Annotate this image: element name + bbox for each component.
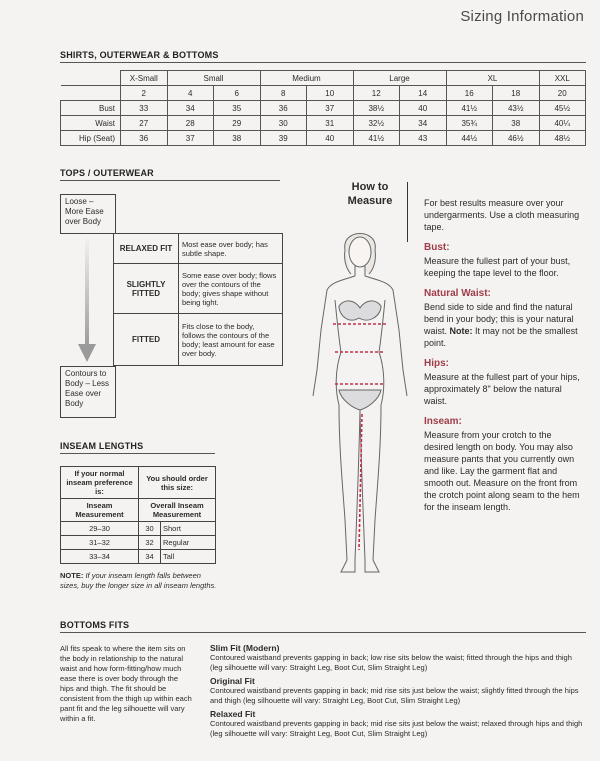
row-label: Bust xyxy=(61,101,121,116)
bottoms-fit-list xyxy=(210,640,586,740)
fit-row xyxy=(114,314,283,366)
fit-name: Original Fit xyxy=(210,676,255,686)
waist-note: It may not be the smallest point. xyxy=(424,326,578,348)
bottoms-intro: All fits speak to where the item sits on the body in relationship to the natural waist and how form-fitting/how much ease there is over body through the hips and thigh. The fit should be consistent from the thigh up within each pant fit and the leg silhouette will vary within a fit. xyxy=(60,644,192,723)
inseam-text: Measure from your crotch to the desired length on body. You may also measure pants that you currently own and like. Lay the garment flat and smooth out. Measure on the front from the crotch point along seam to the hem for the inseam length. xyxy=(424,430,580,512)
inseam-instruction xyxy=(424,416,582,513)
row-label: Waist xyxy=(61,116,121,131)
inseam-range: 31–32 xyxy=(61,536,139,550)
note-label: NOTE: xyxy=(60,571,84,580)
table-cell: 40 xyxy=(400,101,447,116)
table-cell: 35 xyxy=(214,101,261,116)
hip-row xyxy=(61,131,586,146)
size-number-cell: 2 xyxy=(121,86,168,101)
table-cell: 48½ xyxy=(539,131,586,146)
fit-desc: Most ease over body; has subtle shape. xyxy=(179,234,283,264)
fit-name: SLIGHTLY FITTED xyxy=(114,264,179,314)
inseam-size: 30 xyxy=(139,522,161,536)
waist-row xyxy=(61,116,586,131)
table-cell: 43 xyxy=(400,131,447,146)
size-group-cell: XL xyxy=(446,71,539,86)
table-cell: 35¾ xyxy=(446,116,493,131)
waist-note-label: Note: xyxy=(449,326,473,336)
table-cell: 28 xyxy=(167,116,214,131)
table-cell: 36 xyxy=(260,101,307,116)
inseam-name: Short xyxy=(161,522,216,536)
size-number-cell: 4 xyxy=(167,86,214,101)
table-cell: 38½ xyxy=(353,101,400,116)
inseam-heading: Inseam: xyxy=(424,416,462,427)
hips-heading: Hips: xyxy=(424,358,449,369)
table-cell: 37 xyxy=(307,101,354,116)
size-number-cell: 10 xyxy=(307,86,354,101)
fit-name: Slim Fit (Modern) xyxy=(210,643,280,653)
table-row xyxy=(61,550,216,564)
size-number-cell: 12 xyxy=(353,86,400,101)
inseam-header-left: If your normal inseam preference is: xyxy=(61,467,139,499)
divider xyxy=(60,632,586,633)
table-cell: 41½ xyxy=(353,131,400,146)
inseam-size: 32 xyxy=(139,536,161,550)
table-cell: 38 xyxy=(493,116,540,131)
inseam-note xyxy=(60,571,220,591)
bust-heading: Bust: xyxy=(424,242,450,253)
inseam-col-left: Inseam Measurement xyxy=(61,499,139,522)
table-cell: 32½ xyxy=(353,116,400,131)
table-cell: 46½ xyxy=(493,131,540,146)
inseam-col-right: Overall Inseam Measurement xyxy=(139,499,216,522)
inseam-range: 33–34 xyxy=(61,550,139,564)
size-group-cell: XXL xyxy=(539,71,586,86)
fit-desc: Contoured waistband prevents gapping in back; low rise sits below the waist; fitted through the hips and thigh (leg silhouette will vary: Straight Leg, Boot Cut, Slim Straight Leg) xyxy=(210,653,572,672)
size-group-cell: Medium xyxy=(260,71,353,86)
table-cell: 27 xyxy=(121,116,168,131)
page-title: Sizing Information xyxy=(460,8,584,25)
fit-desc: Some ease over body; flows over the contours of the body; gives shape without being tight. xyxy=(179,264,283,314)
size-number-row xyxy=(61,86,586,101)
fit-desc: Contoured waistband prevents gapping in back; mid rise sits just below the waist; relaxed through hips and thigh (leg silhouette will vary: Straight Leg, Boot Cut, Slim Straight Leg) xyxy=(210,719,583,738)
inseam-header-right: You should order this size: xyxy=(139,467,216,499)
size-number-cell: 20 xyxy=(539,86,586,101)
inseam-range: 29–30 xyxy=(61,522,139,536)
table-row xyxy=(61,522,216,536)
table-cell: 36 xyxy=(121,131,168,146)
table-cell: 30 xyxy=(260,116,307,131)
inseam-name: Regular xyxy=(161,536,216,550)
size-group-cell: Small xyxy=(167,71,260,86)
waist-text: Bend side to side and find the natural bend in your body; this is your natural waist. xyxy=(424,302,574,336)
inseam-table xyxy=(60,466,216,564)
table-cell: 41½ xyxy=(446,101,493,116)
bust-text: Measure the fullest part of your bust, keeping the tape level to the floor. xyxy=(424,256,571,278)
measure-guide xyxy=(424,197,582,522)
table-cell: 33 xyxy=(121,101,168,116)
tops-fit-table xyxy=(113,233,283,366)
inseam-name: Tall xyxy=(161,550,216,564)
table-cell: 34 xyxy=(167,101,214,116)
table-cell: 29 xyxy=(214,116,261,131)
waist-heading: Natural Waist: xyxy=(424,288,491,299)
fit-name: FITTED xyxy=(114,314,179,366)
fit-row xyxy=(114,264,283,314)
waist-text-block xyxy=(424,301,582,349)
size-chart-table xyxy=(60,70,586,146)
size-section-title: SHIRTS, OUTERWEAR & BOTTOMS xyxy=(60,50,219,60)
table-cell: 43½ xyxy=(493,101,540,116)
table-row xyxy=(61,536,216,550)
hips-text: Measure at the fullest part of your hips, approximately 8" below the natural waist. xyxy=(424,372,580,406)
table-cell: 38 xyxy=(214,131,261,146)
bust-row xyxy=(61,101,586,116)
inseam-size: 34 xyxy=(139,550,161,564)
note-text: If your inseam length falls between sizes, buy the longer size in all inseam lengths. xyxy=(60,571,217,590)
divider xyxy=(60,62,586,63)
fit-desc: Contoured waistband prevents gapping in back; mid rise sits just below the waist; slightly fitted through the hips and thigh (leg silhouette will vary: Straight Leg, Boot Cut, Slim Straight Leg) xyxy=(210,686,579,705)
table-cell: 45½ xyxy=(539,101,586,116)
size-group-cell: X-Small xyxy=(121,71,168,86)
tops-section-title: TOPS / OUTERWEAR xyxy=(60,168,154,178)
ease-arrow-icon xyxy=(76,236,98,366)
measure-title: How to Measure xyxy=(347,181,393,207)
bottoms-section-title: BOTTOMS FITS xyxy=(60,620,130,630)
table-cell: 37 xyxy=(167,131,214,146)
table-cell: 39 xyxy=(260,131,307,146)
waist-instruction xyxy=(424,288,582,349)
size-number-cell: 16 xyxy=(446,86,493,101)
table-cell: 40¼ xyxy=(539,116,586,131)
measure-intro: For best results measure over your undergarments. Use a cloth measuring tape. xyxy=(424,198,580,232)
inseam-section-title: INSEAM LENGTHS xyxy=(60,441,144,451)
divider xyxy=(60,453,215,454)
divider xyxy=(60,180,280,181)
loose-label: Loose – More Ease over Body xyxy=(60,194,116,234)
fit-row xyxy=(114,234,283,264)
fit-name: Relaxed Fit xyxy=(210,709,256,719)
size-group-cell: Large xyxy=(353,71,446,86)
table-cell: 40 xyxy=(307,131,354,146)
row-label: Hip (Seat) xyxy=(61,131,121,146)
table-cell: 31 xyxy=(307,116,354,131)
table-cell: 34 xyxy=(400,116,447,131)
fit-name: RELAXED FIT xyxy=(114,234,179,264)
bust-instruction xyxy=(424,242,582,279)
hips-instruction xyxy=(424,358,582,407)
size-number-cell: 8 xyxy=(260,86,307,101)
inseam-col-row xyxy=(61,499,216,522)
table-cell: 44½ xyxy=(446,131,493,146)
size-group-row xyxy=(61,71,586,86)
size-number-cell: 18 xyxy=(493,86,540,101)
body-figure-icon xyxy=(305,220,415,582)
size-number-cell: 14 xyxy=(400,86,447,101)
size-number-cell: 6 xyxy=(214,86,261,101)
inseam-header-row xyxy=(61,467,216,499)
contour-label: Contours to Body – Less Ease over Body xyxy=(60,366,116,418)
fit-desc: Fits close to the body, follows the contours of the body; least amount for ease over body. xyxy=(179,314,283,366)
